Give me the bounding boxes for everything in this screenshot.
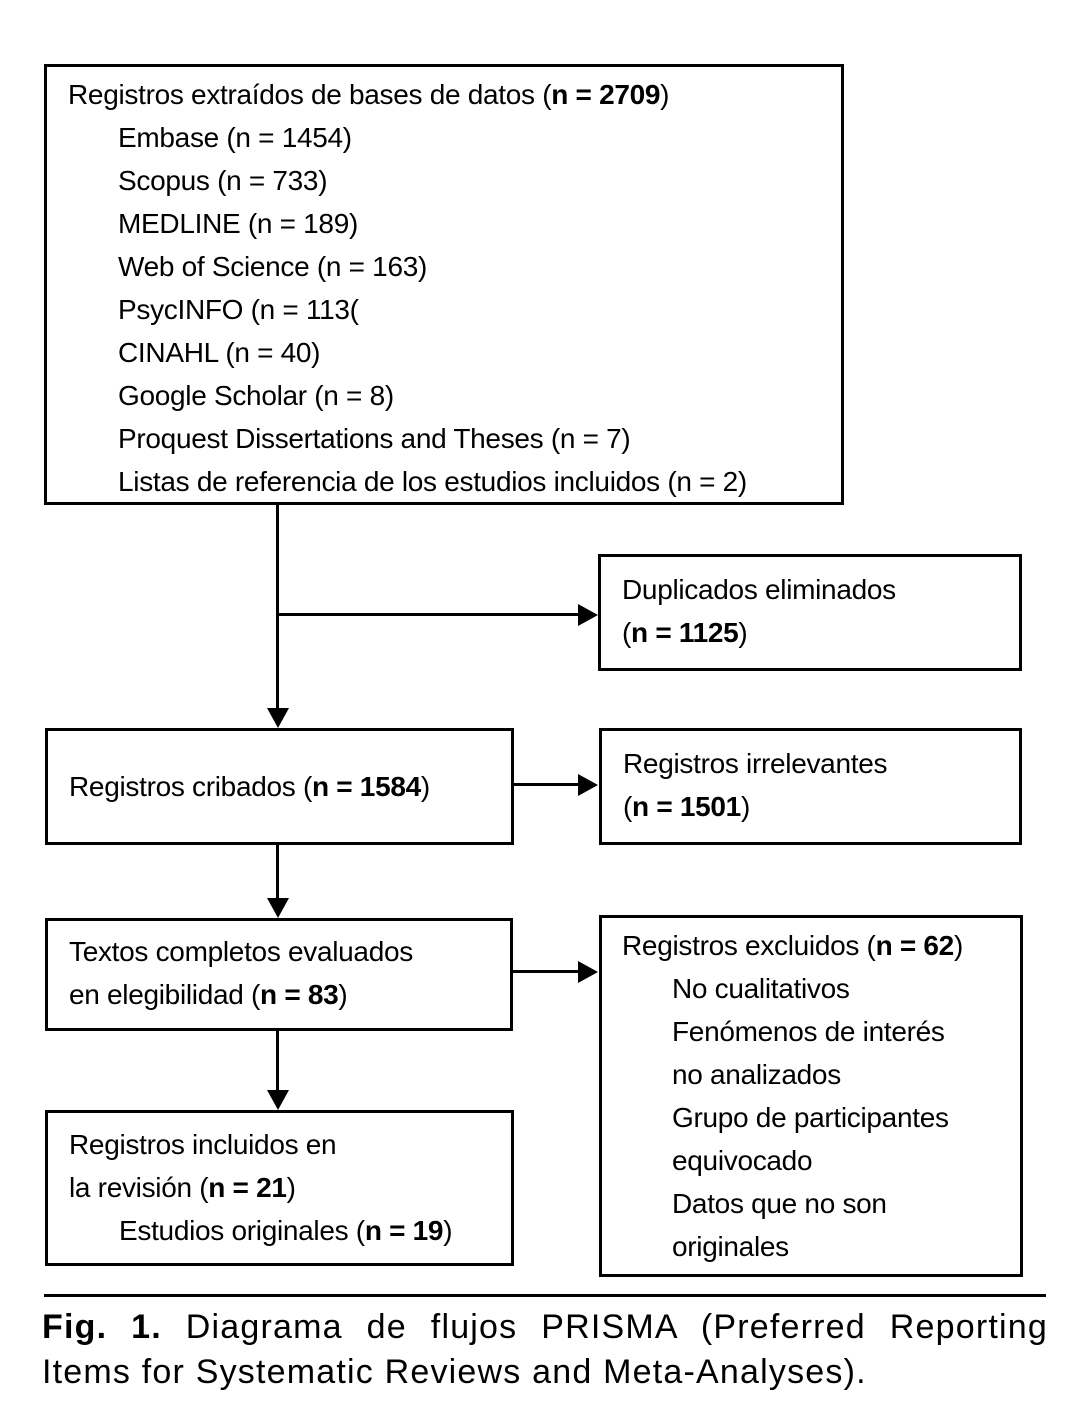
fulltext-count: n = 83	[260, 979, 339, 1010]
included-text: la revisión (	[69, 1172, 209, 1203]
database-item: CINAHL (n = 40)	[118, 337, 321, 368]
duplicates-count: n = 1125	[631, 617, 739, 648]
paren-close: )	[420, 771, 430, 802]
connector-irrelevant-line	[514, 783, 580, 786]
paren-close: )	[738, 617, 748, 648]
paren-open: (	[623, 791, 633, 822]
included-count: n = 21	[208, 1172, 287, 1203]
irrelevant-line1: Registros irrelevantes	[623, 748, 888, 779]
database-item: Web of Science (n = 163)	[118, 251, 428, 282]
exclusion-reason: no analizados	[672, 1059, 841, 1090]
exclusion-reason: originales	[672, 1231, 789, 1262]
included-line1: Registros incluidos en	[69, 1129, 337, 1160]
caption-divider	[44, 1294, 1046, 1297]
records-identified-title	[68, 73, 823, 116]
title-close: )	[660, 79, 670, 110]
database-item: Scopus (n = 733)	[118, 165, 328, 196]
box-duplicates-removed	[598, 554, 1022, 671]
exclusion-reason: equivocado	[672, 1145, 813, 1176]
database-item: Listas de referencia de los estudios incluidos (n = 2)	[118, 466, 747, 497]
box-records-irrelevant	[599, 728, 1022, 845]
box-records-identified	[44, 64, 844, 505]
paren-open: (	[622, 617, 632, 648]
fulltext-line2	[69, 973, 496, 1016]
caption-line1-text: Diagrama de flujos PRISMA (Preferred Reporting	[185, 1308, 1048, 1346]
paren-close: )	[286, 1172, 296, 1203]
screened-line	[69, 765, 497, 808]
title-text: Registros extraídos de bases de datos (	[68, 79, 552, 110]
database-item: Proquest Dissertations and Theses (n = 7)	[118, 423, 631, 454]
connector-fulltext-line	[276, 845, 279, 900]
exclusion-reason: No cualitativos	[672, 973, 850, 1004]
figure-caption	[42, 1305, 1048, 1395]
arrowhead-down-screened	[267, 708, 289, 728]
irrelevant-line2	[623, 785, 1005, 828]
exclusion-reason: Datos que no son	[672, 1188, 887, 1219]
connector-excluded-line	[513, 970, 580, 973]
connector-identified-screened-line	[276, 503, 279, 710]
arrowhead-down-fulltext	[267, 898, 289, 918]
paren-close: )	[338, 979, 348, 1010]
box-records-screened	[45, 728, 514, 845]
caption-figure-label: Fig. 1.	[42, 1308, 162, 1346]
title-count: n = 2709	[551, 79, 661, 110]
connector-duplicates-line	[276, 613, 580, 616]
box-fulltext-assessed	[45, 918, 513, 1031]
connector-included-line	[276, 1031, 279, 1092]
paren-close: )	[953, 930, 963, 961]
screened-text: Registros cribados (	[69, 771, 312, 802]
excluded-text: Registros excluidos (	[622, 930, 876, 961]
box-records-excluded	[599, 915, 1023, 1277]
original-studies-count: n = 19	[364, 1215, 444, 1246]
fulltext-text: en elegibilidad (	[69, 979, 261, 1010]
included-line2	[69, 1166, 499, 1209]
paren-close: )	[443, 1215, 453, 1246]
arrowhead-right-duplicates	[578, 604, 598, 626]
paren-close: )	[740, 791, 750, 822]
excluded-count: n = 62	[875, 930, 954, 961]
fulltext-line1: Textos completos evaluados	[69, 936, 413, 967]
box-records-included	[45, 1110, 514, 1266]
database-item: PsycINFO (n = 113(	[118, 294, 359, 325]
irrelevant-count: n = 1501	[632, 791, 741, 822]
duplicates-line2	[622, 611, 1005, 654]
excluded-title	[622, 924, 1008, 967]
duplicates-line1: Duplicados eliminados	[622, 574, 896, 605]
caption-line1	[42, 1305, 1048, 1350]
database-item: Embase (n = 1454)	[118, 122, 352, 153]
caption-line2: Items for Systematic Reviews and Meta-Analyses).	[42, 1353, 867, 1391]
screened-count: n = 1584	[311, 771, 421, 802]
exclusion-reason: Fenómenos de interés	[672, 1016, 945, 1047]
database-item: MEDLINE (n = 189)	[118, 208, 358, 239]
original-studies-text: Estudios originales (	[119, 1215, 365, 1246]
arrowhead-down-included	[267, 1090, 289, 1110]
arrowhead-right-excluded	[578, 961, 598, 983]
exclusion-reason: Grupo de participantes	[672, 1102, 949, 1133]
arrowhead-right-irrelevant	[578, 774, 598, 796]
database-item: Google Scholar (n = 8)	[118, 380, 394, 411]
included-line3	[69, 1209, 499, 1252]
